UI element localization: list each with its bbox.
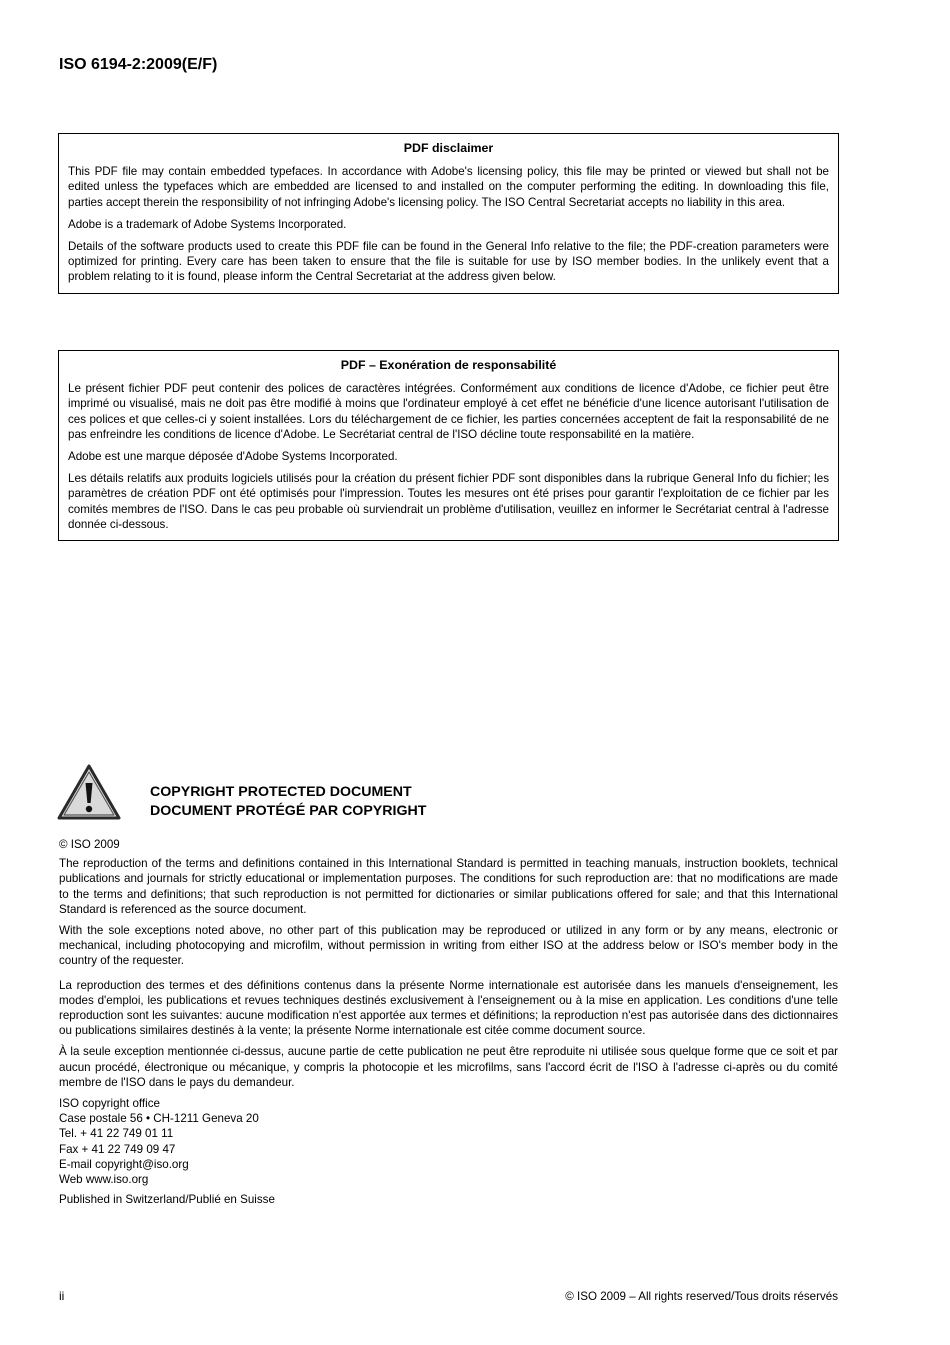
disclaimer-paragraph: Details of the software products used to create this PDF file can be found in the General Info relative to the file; the PDF-creation parameters were optimized for printing. Every care has been taken to ensure that the file is suitable for use by ISO member bodies. In the unlikely event that a problem relating to it is found, please inform the Central Secretariat at the address given below.: [68, 240, 829, 284]
copyright-paragraph: The reproduction of the terms and definitions contained in this International Standard is permitted in teaching manuals, instruction booklets, technical publications and journals for strictly educational or implementation purposes. The conditions for such reproduction are: that no modifications are made to the terms and definitions; that such reproduction is not permitted for dictionaries or similar publications offered for sale; and that this International Standard is referenced as the source document.: [59, 857, 838, 916]
copyright-year-line: © ISO 2009: [59, 838, 120, 851]
disclaimer-paragraph: This PDF file may contain embedded typefaces. In accordance with Adobe's licensing policy, this file may be printed or viewed but shall not be edited unless the typefaces which are embedded are licensed to and installed on the computer performing the editing. In downloading this file, parties accept therein the responsibility of not infringing Adobe's licensing policy. The ISO Central Secretariat accepts no liability in this area.: [68, 165, 829, 209]
copyright-heading-fr: DOCUMENT PROTÉGÉ PAR COPYRIGHT: [150, 803, 427, 819]
pdf-disclaimer-title: PDF disclaimer: [403, 141, 494, 155]
copyright-section: [59, 837, 838, 1207]
page-number: ii: [59, 1289, 65, 1303]
exoneration-paragraph: Adobe est une marque déposée d'Adobe Systems Incorporated.: [68, 450, 398, 464]
copyright-heading-en: COPYRIGHT PROTECTED DOCUMENT: [150, 784, 412, 800]
address-line: ISO copyright office: [59, 1097, 160, 1111]
published-line: Published in Switzerland/Publié en Suisse: [59, 1193, 275, 1207]
pdf-exoneration-box: [58, 350, 839, 541]
address-line: Web www.iso.org: [59, 1173, 149, 1187]
address-line: E-mail copyright@iso.org: [59, 1157, 189, 1171]
exoneration-paragraph: Le présent fichier PDF peut contenir des polices de caractères intégrées. Conformément aux conditions de licence d'Adobe, ce fichier peut être imprimé ou visualisé, mais ne doit pas être modifié à moins que l'ordinateur employé à cet effet ne bénéficie d'une licence autorisant l'utilisation de ces polices et que celles-ci y soient installées. Lors du téléchargement de ce fichier, les parties concernées acceptent de fait la responsabilité de ne pas enfreindre les conditions de licence d'Adobe. Le Secrétariat central de l'ISO décline toute responsabilité en la matière.: [68, 382, 829, 441]
exoneration-paragraph: Les détails relatifs aux produits logiciels utilisés pour la création du présent fichier PDF sont disponibles dans la rubrique General Info du fichier; les paramètres de création PDF ont été optimisés pour l'impression. Toutes les mesures ont été prises pour garantir l'exploitation de ce fichier par les comités membres de l'ISO. Dans le cas peu probable où surviendrait un problème d'utilisation, veuillez en informer le Secrétariat central à l'adresse donnée ci-dessous.: [68, 472, 829, 531]
address-line: Tel. + 41 22 749 01 11: [59, 1127, 174, 1141]
copyright-heading: [150, 783, 426, 821]
copyright-paragraph: La reproduction des termes et des définitions contenus dans la présente Norme internationale est autorisée dans les manuels d'enseignement, les modes d'emploi, les publications et revues techniques destinés exclusivement à l'enseignement ou à la mise en application. Les conditions d'une telle reproduction sont les suivantes: aucune modification n'est apportée aux termes et définitions; la reproduction n'est pas autorisée dans des dictionnaires ou publications similaires destinés à la vente; la présente Norme internationale est citée comme document source.: [59, 978, 838, 1038]
disclaimer-paragraph: Adobe is a trademark of Adobe Systems Incorporated.: [68, 217, 347, 231]
address-line: Case postale 56 • CH-1211 Geneva 20: [59, 1112, 259, 1126]
footer-rights: © ISO 2009 – All rights reserved/Tous droits réservés: [565, 1290, 838, 1303]
warning-triangle-icon: [57, 764, 121, 820]
pdf-disclaimer-box: [58, 133, 839, 294]
pdf-exoneration-title: PDF – Exonération de responsabilité: [340, 358, 557, 372]
page-header-title: ISO 6194-2:2009(E/F): [59, 56, 218, 73]
iso-address-block: [59, 1096, 838, 1187]
copyright-paragraph: À la seule exception mentionnée ci-dessus, aucune partie de cette publication ne peut être reproduite ni utilisée sous quelque forme que ce soit et par aucun procédé, électronique ou mécanique, y compris la photocopie et les microfilms, sans l'accord écrit de l'ISO à l'adresse ci-après ou du comité membre de l'ISO dans le pays du demandeur.: [59, 1045, 838, 1089]
copyright-paragraph: With the sole exceptions noted above, no other part of this publication may be reproduced or utilized in any form or by any means, electronic or mechanical, including photocopying and microfilm, without permission in writing from either ISO at the address below or ISO's member body in the country of the requester.: [59, 924, 838, 968]
address-line: Fax + 41 22 749 09 47: [59, 1142, 176, 1156]
